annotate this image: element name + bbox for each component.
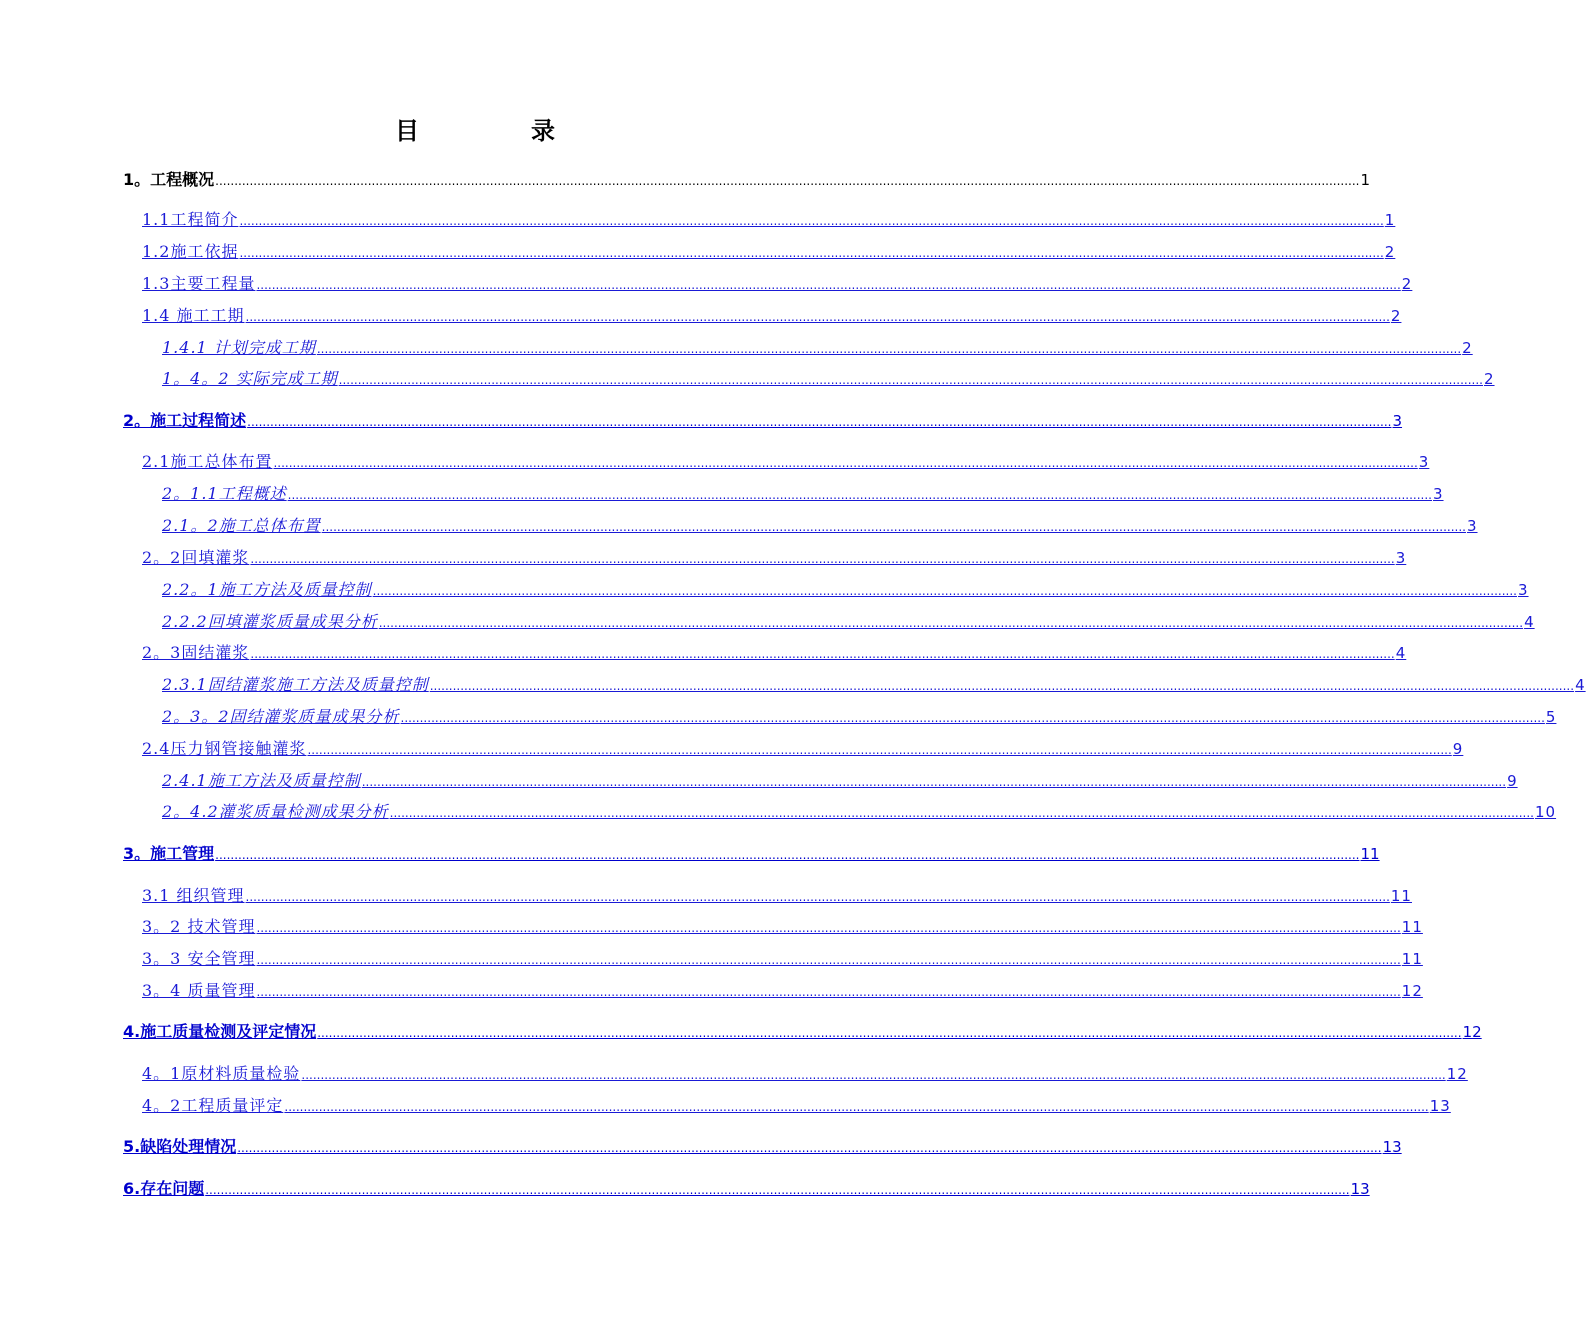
toc-page-number: 4 bbox=[1524, 613, 1535, 631]
toc-entry-label: 2。2回填灌浆 bbox=[142, 548, 250, 567]
toc-entry[interactable] bbox=[162, 673, 1586, 697]
toc-entry-label: 2。1.1工程概述 bbox=[162, 484, 287, 503]
toc-page-number: 3 bbox=[1432, 485, 1444, 503]
dot-leader: ............................................................................................................................................................................................................................................................................................................ bbox=[273, 456, 1418, 470]
dot-leader: ............................................................................................................................................................................................................................................................................................................ bbox=[245, 310, 1390, 324]
toc-entry[interactable] bbox=[123, 1135, 1402, 1159]
toc-entry[interactable] bbox=[123, 1020, 1482, 1044]
toc-page-number: 12 bbox=[1401, 982, 1423, 1000]
toc-entry[interactable] bbox=[142, 272, 1413, 296]
dot-leader: ............................................................................................................................................................................................................................................................................................................ bbox=[245, 890, 1390, 904]
toc-entry-label: 1。4。2 实际完成工期 bbox=[162, 369, 338, 388]
dot-leader: ............................................................................................................................................................................................................................................................................................................ bbox=[400, 711, 1545, 725]
dot-leader: ............................................................................................................................................................................................................................................................................................................ bbox=[256, 278, 1401, 292]
toc-page-number: 9 bbox=[1507, 772, 1518, 790]
dot-leader: ............................................................................................................................................................................................................................................................................................................ bbox=[284, 1100, 1429, 1114]
toc-entry[interactable] bbox=[142, 1094, 1451, 1118]
dot-leader: ............................................................................................................................................................................................................................................................................................................ bbox=[215, 174, 1360, 188]
dot-leader: ............................................................................................................................................................................................................................................................................................................ bbox=[256, 921, 1401, 935]
dot-leader: ............................................................................................................................................................................................................................................................................................................ bbox=[239, 246, 1384, 260]
toc-entry-label: 2.4.1施工方法及质量控制 bbox=[162, 771, 361, 790]
dot-leader: ............................................................................................................................................................................................................................................................................................................ bbox=[215, 848, 1360, 862]
dot-leader: ............................................................................................................................................................................................................................................................................................................ bbox=[287, 488, 1432, 502]
toc-entry-label: 1.3主要工程量 bbox=[142, 274, 256, 293]
toc-page-number: 3 bbox=[1517, 581, 1529, 599]
toc-entry[interactable] bbox=[162, 336, 1473, 360]
toc-page-number: 9 bbox=[1452, 740, 1464, 758]
toc-entry-label: 2.3.1固结灌浆施工方法及质量控制 bbox=[162, 675, 429, 694]
toc-entry[interactable] bbox=[162, 800, 1557, 824]
dot-leader: ............................................................................................................................................................................................................................................................................................................ bbox=[429, 679, 1575, 693]
toc-entry[interactable] bbox=[123, 842, 1380, 866]
toc-page-number: 2 bbox=[1384, 243, 1396, 261]
toc-page-number: 12 bbox=[1462, 1023, 1482, 1041]
toc-page-number: 2 bbox=[1483, 370, 1495, 388]
toc-entry[interactable] bbox=[142, 304, 1402, 328]
toc-entry[interactable] bbox=[142, 546, 1407, 570]
toc-page-number: 4 bbox=[1395, 644, 1407, 662]
toc-entry[interactable] bbox=[162, 482, 1444, 506]
toc-entry-label: 3。2 技术管理 bbox=[142, 917, 256, 936]
toc-entry-label: 3。施工管理 bbox=[123, 844, 215, 863]
toc-page-number: 11 bbox=[1360, 845, 1380, 863]
toc-page-number: 4 bbox=[1575, 676, 1586, 694]
toc-entry-label: 3。4 质量管理 bbox=[142, 981, 256, 1000]
toc-entry[interactable] bbox=[123, 1177, 1370, 1201]
toc-page-number: 13 bbox=[1429, 1097, 1451, 1115]
toc-entry[interactable] bbox=[142, 240, 1396, 264]
toc-page-number: 3 bbox=[1418, 453, 1430, 471]
toc-entry-label: 1.1工程简介 bbox=[142, 210, 239, 229]
dot-leader: ............................................................................................................................................................................................................................................................................................................ bbox=[256, 953, 1401, 967]
toc-entry[interactable] bbox=[162, 769, 1518, 793]
toc-entry-label: 6.存在问题 bbox=[123, 1179, 205, 1198]
toc-entry[interactable] bbox=[123, 168, 1371, 192]
dot-leader: ............................................................................................................................................................................................................................................................................................................ bbox=[256, 985, 1401, 999]
toc-entry[interactable] bbox=[142, 979, 1423, 1003]
toc-page-number: 3 bbox=[1392, 412, 1403, 430]
toc-page-number: 3 bbox=[1395, 549, 1407, 567]
toc-entry-label: 1。工程概况 bbox=[123, 170, 215, 189]
toc-entry-label: 2.1。2施工总体布置 bbox=[162, 516, 321, 535]
toc-page-number: 11 bbox=[1401, 950, 1423, 968]
dot-leader: ............................................................................................................................................................................................................................................................................................................ bbox=[307, 743, 1452, 757]
dot-leader: ............................................................................................................................................................................................................................................................................................................ bbox=[338, 373, 1483, 387]
dot-leader: ............................................................................................................................................................................................................................................................................................................ bbox=[247, 415, 1392, 429]
toc-entry[interactable] bbox=[142, 208, 1396, 232]
toc-entry[interactable] bbox=[142, 947, 1423, 971]
dot-leader: ............................................................................................................................................................................................................................................................................................................ bbox=[361, 775, 1507, 789]
dot-leader: ............................................................................................................................................................................................................................................................................................................ bbox=[250, 647, 1395, 661]
toc-title: 目 录 bbox=[395, 117, 599, 145]
dot-leader: ............................................................................................................................................................................................................................................................................................................ bbox=[321, 520, 1466, 534]
toc-page-number: 1 bbox=[1384, 211, 1396, 229]
dot-leader: ............................................................................................................................................................................................................................................................................................................ bbox=[378, 616, 1524, 630]
toc-entry-label: 2。4.2灌浆质量检测成果分析 bbox=[162, 802, 389, 821]
dot-leader: ............................................................................................................................................................................................................................................................................................................ bbox=[372, 584, 1517, 598]
dot-leader: ............................................................................................................................................................................................................................................................................................................ bbox=[301, 1068, 1446, 1082]
dot-leader: ............................................................................................................................................................................................................................................................................................................ bbox=[237, 1141, 1382, 1155]
toc-entry-label: 5.缺陷处理情况 bbox=[123, 1137, 237, 1156]
toc-page-number: 13 bbox=[1382, 1138, 1402, 1156]
toc-entry[interactable] bbox=[142, 884, 1412, 908]
toc-page-number: 3 bbox=[1466, 517, 1478, 535]
toc-entry-label: 1.2施工依据 bbox=[142, 242, 239, 261]
toc-entry-label: 2.2.2回填灌浆质量成果分析 bbox=[162, 612, 378, 631]
toc-entry-label: 2.1施工总体布置 bbox=[142, 452, 273, 471]
dot-leader: ............................................................................................................................................................................................................................................................................................................ bbox=[239, 214, 1384, 228]
dot-leader: ............................................................................................................................................................................................................................................................................................................ bbox=[250, 552, 1395, 566]
toc-entry-label: 1.4.1 计划完成工期 bbox=[162, 338, 316, 357]
toc-entry[interactable] bbox=[162, 367, 1495, 391]
toc-page-number: 11 bbox=[1401, 918, 1423, 936]
toc-entry[interactable] bbox=[162, 578, 1529, 602]
dot-leader: ............................................................................................................................................................................................................................................................................................................ bbox=[317, 1026, 1462, 1040]
toc-entry-label: 4.施工质量检测及评定情况 bbox=[123, 1022, 317, 1041]
toc-entry-label: 4。2工程质量评定 bbox=[142, 1096, 284, 1115]
toc-page-number: 5 bbox=[1545, 708, 1557, 726]
toc-page-number: 2 bbox=[1390, 307, 1402, 325]
toc-entry-label: 1.4 施工工期 bbox=[142, 306, 245, 325]
toc-entry-label: 2.2。1施工方法及质量控制 bbox=[162, 580, 372, 599]
toc-entry[interactable] bbox=[142, 737, 1464, 761]
toc-entry[interactable] bbox=[162, 705, 1557, 729]
toc-entry[interactable] bbox=[162, 514, 1478, 538]
toc-page-number: 2 bbox=[1462, 339, 1473, 357]
toc-entry[interactable] bbox=[142, 641, 1407, 665]
toc-entry-label: 3.1 组织管理 bbox=[142, 886, 245, 905]
toc-entry[interactable] bbox=[123, 409, 1403, 433]
toc-entry-label: 4。1原材料质量检验 bbox=[142, 1064, 301, 1083]
toc-entry-label: 3。3 安全管理 bbox=[142, 949, 256, 968]
toc-entry[interactable] bbox=[142, 450, 1430, 474]
toc-page-number: 11 bbox=[1390, 887, 1412, 905]
toc-page-number: 1 bbox=[1360, 171, 1371, 189]
toc-page-number: 12 bbox=[1446, 1065, 1468, 1083]
toc-page-number: 2 bbox=[1401, 275, 1413, 293]
toc-entry-label: 2。施工过程简述 bbox=[123, 411, 247, 430]
dot-leader: ............................................................................................................................................................................................................................................................................................................ bbox=[389, 806, 1534, 820]
toc-page-number: 10 bbox=[1534, 803, 1557, 821]
toc-entry-label: 2。3固结灌浆 bbox=[142, 643, 250, 662]
toc-entry[interactable] bbox=[162, 610, 1535, 634]
toc-entry[interactable] bbox=[142, 915, 1423, 939]
toc-entry[interactable] bbox=[142, 1062, 1468, 1086]
toc-entry-label: 2。3。2固结灌浆质量成果分析 bbox=[162, 707, 400, 726]
dot-leader: ............................................................................................................................................................................................................................................................................................................ bbox=[316, 342, 1462, 356]
dot-leader: ............................................................................................................................................................................................................................................................................................................ bbox=[205, 1183, 1350, 1197]
toc-page-number: 13 bbox=[1350, 1180, 1370, 1198]
toc-entry-label: 2.4压力钢管接触灌浆 bbox=[142, 739, 307, 758]
